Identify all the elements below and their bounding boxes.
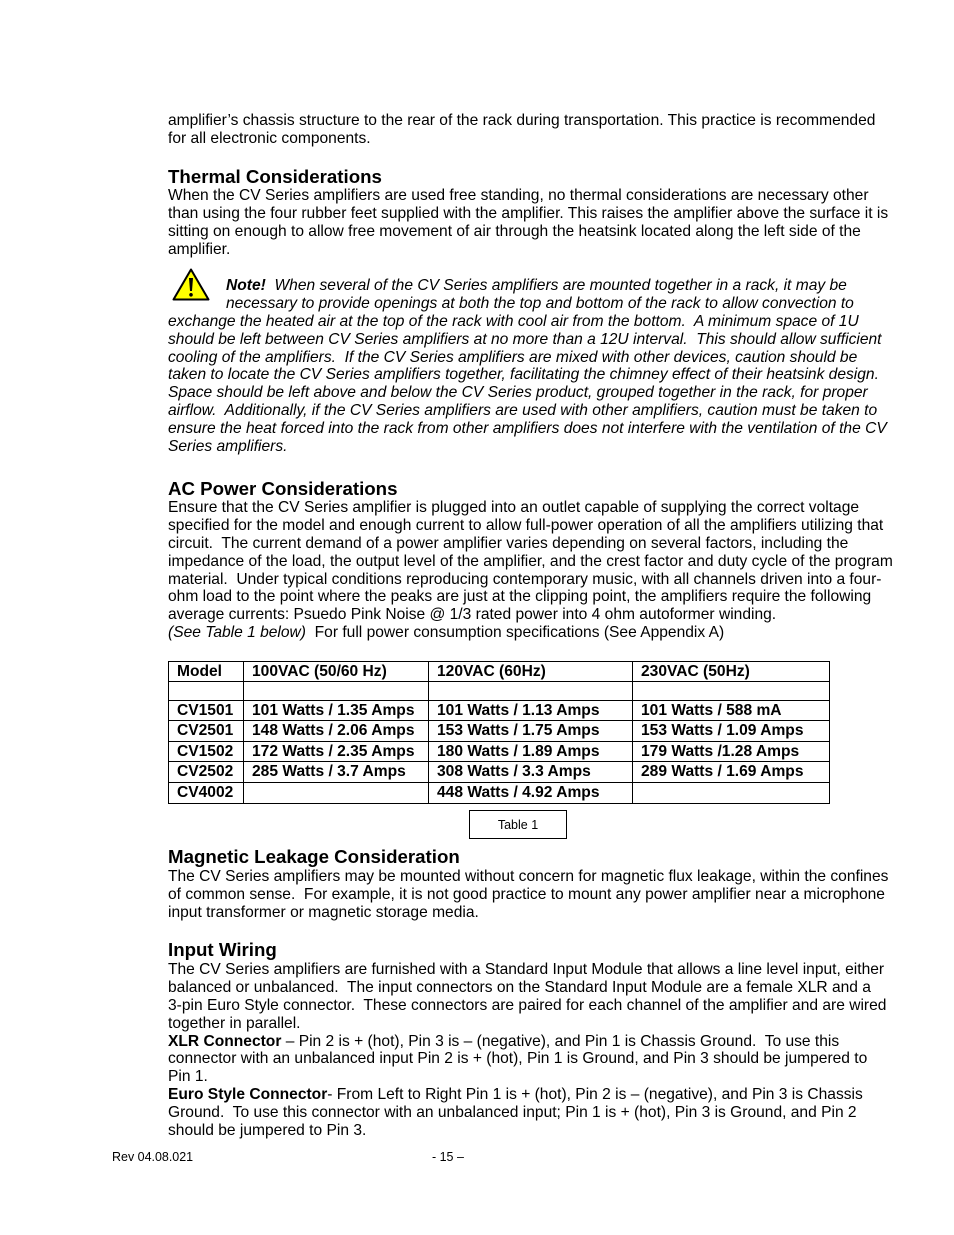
table-row [169, 783, 830, 804]
table-cell: CV4002 [169, 783, 244, 804]
appendix-reference: For full power consumption specifications (See Appendix A) [305, 624, 725, 642]
paragraph-line: specified for the model and enough current to allow full-power operation of all the amplifiers utilizing that [168, 516, 884, 534]
paragraph-line: The CV Series amplifiers may be mounted without concern for magnetic flux leakage, within the confines [168, 868, 889, 885]
power-consumption-table [168, 661, 830, 804]
table-cell [169, 682, 244, 701]
section-heading-magnetic: Magnetic Leakage Consideration [168, 846, 460, 868]
note-line: necessary to provide openings at both the top and bottom of the rack to allow convection to [226, 294, 854, 312]
note-line: should be left between CV Series amplifiers at no more than a 12U interval. This should allow sufficient [168, 330, 882, 348]
paragraph-line: connector with an unbalanced input Pin 2 is + (hot), Pin 1 is Ground, and Pin 3 should be jumpered to [168, 1050, 868, 1068]
paragraph-line: average currents: Psuedo Pink Noise @ 1/3 rated power into 4 ohm autoformer winding. [168, 606, 777, 624]
table-cell: 153 Watts / 1.09 Amps [633, 721, 830, 742]
paragraph-line: balanced or unbalanced. The input connectors on the Standard Input Module are a female XLR and a [168, 978, 871, 996]
table-cell: 101 Watts / 588 mA [633, 701, 830, 721]
note-line: exchange the heated air at the top of the rack with cool air from the bottom. A minimum space of 1U [168, 312, 859, 330]
table-reference: (See Table 1 below) [168, 624, 306, 642]
table-row [169, 721, 830, 742]
table-cell: 153 Watts / 1.75 Amps [429, 721, 633, 742]
table-cell: 285 Watts / 3.7 Amps [244, 762, 429, 783]
magnetic-paragraph [168, 868, 888, 922]
table-cell: 172 Watts / 2.35 Amps [244, 742, 429, 762]
note-text: When several of the CV Series amplifiers are mounted together in a rack, it may be [265, 277, 847, 294]
table-cell: 148 Watts / 2.06 Amps [244, 721, 429, 742]
table-cell [633, 783, 830, 804]
table-cell [244, 783, 429, 804]
table-cell: 179 Watts /1.28 Amps [633, 742, 830, 762]
table-cell: CV2501 [169, 721, 244, 742]
table-cell: CV1501 [169, 701, 244, 721]
input-wiring-paragraph [168, 961, 886, 1140]
paragraph-line: When the CV Series amplifiers are used free standing, no thermal considerations are necessary other [168, 187, 869, 204]
paragraph-line: of common sense. For example, it is not good practice to mount any power amplifier near a microphone [168, 885, 885, 903]
table-row [169, 742, 830, 762]
table-cell: 180 Watts / 1.89 Amps [429, 742, 633, 762]
paragraph-line: Pin 1. [168, 1068, 208, 1086]
paragraph-line: than using the four rubber feet supplied with the amplifier. This raises the amplifier above the surface it is [168, 204, 889, 222]
paragraph-line: impedance of the load, the output level of the amplifier, and the crest factor and duty cycle of the program [168, 552, 893, 570]
note-line: ensure the heat forced into the rack from other amplifiers does not interfere with the ventilation of the CV [168, 420, 887, 438]
paragraph-line: amplifier’s chassis structure to the rear of the rack during transportation. This practice is recommended [168, 112, 876, 129]
ac-power-paragraph [168, 499, 893, 642]
paragraph-line: for all electronic components. [168, 129, 371, 147]
section-heading-thermal: Thermal Considerations [168, 166, 382, 188]
note-line: Space should be left above and below the CV Series product, grouped together in the rack, for proper [168, 384, 868, 402]
table-header-cell: 120VAC (60Hz) [429, 662, 633, 682]
paragraph-line: together in parallel. [168, 1014, 301, 1032]
table-cell [244, 682, 429, 701]
footer-revision: Rev 04.08.021 [112, 1150, 194, 1164]
note-line: Series amplifiers. [168, 438, 288, 456]
note-label: Note! [226, 277, 266, 294]
table-cell: 448 Watts / 4.92 Amps [429, 783, 633, 804]
xlr-connector-text: – Pin 2 is + (hot), Pin 3 is – (negative), and Pin 1 is Chassis Ground. To use this [281, 1032, 840, 1050]
xlr-connector-label: XLR Connector [168, 1032, 282, 1050]
paragraph-line: 3-pin Euro Style connector. These connectors are paired for each channel of the amplifier and are wired [168, 996, 887, 1014]
xlr-connector-line [168, 1033, 886, 1051]
table-cell: CV1502 [169, 742, 244, 762]
table-cell: 101 Watts / 1.35 Amps [244, 701, 429, 721]
euro-connector-text: - From Left to Right Pin 1 is + (hot), Pin 2 is – (negative), and Pin 3 is Chassis [327, 1086, 863, 1104]
table-row [169, 701, 830, 721]
table-cell: CV2502 [169, 762, 244, 783]
note-line: taken to locate the CV Series amplifiers together, facilitating the chimney effect of their heatsink design. [168, 366, 879, 384]
table-header-cell: 230VAC (50Hz) [633, 662, 830, 682]
note-first-line [168, 277, 887, 295]
paragraph-line: The CV Series amplifiers are furnished with a Standard Input Module that allows a line level input, either [168, 961, 885, 978]
section-heading-input-wiring: Input Wiring [168, 939, 277, 961]
paragraph-line: amplifier. [168, 240, 231, 258]
table-cell: 101 Watts / 1.13 Amps [429, 701, 633, 721]
paragraph-line: ohm load to the point where the peaks are just at the clipping point, the amplifiers require the following [168, 588, 872, 606]
euro-connector-line [168, 1086, 886, 1104]
table-caption: Table 1 [469, 810, 567, 839]
note-block [168, 277, 887, 456]
table-row [169, 762, 830, 783]
table-reference-line [168, 624, 893, 642]
paragraph-line: sitting on enough to allow free movement of air through the heatsink located along the left side of the [168, 222, 861, 240]
euro-connector-label: Euro Style Connector [168, 1086, 328, 1104]
paragraph-line: Ground. To use this connector with an unbalanced input; Pin 1 is + (hot), Pin 3 is Ground, and Pin 2 [168, 1104, 857, 1122]
table-header-cell: 100VAC (50/60 Hz) [244, 662, 429, 682]
note-line: cooling of the amplifiers. If the CV Series amplifiers are mixed with other devices, caution should be [168, 348, 858, 366]
paragraph-line: Ensure that the CV Series amplifier is plugged into an outlet capable of supplying the correct voltage [168, 499, 860, 516]
table-row [169, 682, 830, 701]
table-cell: 308 Watts / 3.3 Amps [429, 762, 633, 783]
table-cell: 289 Watts / 1.69 Amps [633, 762, 830, 783]
paragraph-line: material. Under typical conditions reproducing contemporary music, with all channels driven into a four- [168, 570, 882, 588]
paragraph-line: circuit. The current demand of a power amplifier varies depending on several factors, including the [168, 534, 849, 552]
table-cell [429, 682, 633, 701]
table-cell [633, 682, 830, 701]
footer-page-number: - 15 – [432, 1150, 464, 1164]
paragraph-line: input transformer or magnetic storage media. [168, 903, 479, 921]
table-header-row [169, 662, 830, 682]
intro-paragraph [168, 112, 875, 148]
paragraph-line: should be jumpered to Pin 3. [168, 1122, 367, 1140]
section-heading-ac-power: AC Power Considerations [168, 478, 398, 500]
table-header-cell: Model [169, 662, 244, 682]
note-line: airflow. Additionally, if the CV Series amplifiers are used with other amplifiers, caution must be taken to [168, 402, 878, 420]
thermal-paragraph [168, 187, 888, 259]
